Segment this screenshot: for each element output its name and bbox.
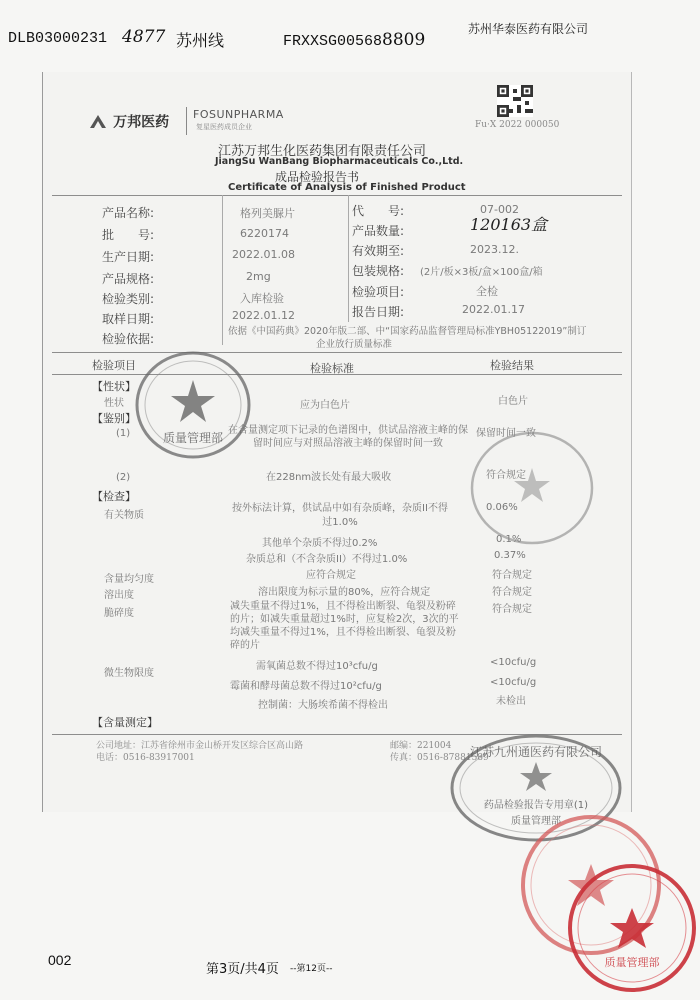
sample-date-label: 取样日期: [102,312,155,326]
table-row-item: 有关物质 [104,510,144,521]
company-name-en: JiangSu WanBang Biopharmaceuticals Co.,Ltd. [215,156,464,167]
table-row-result: 符合规定 [486,470,526,481]
batch-value: 6220174 [240,227,289,240]
qa-dept-stamp [134,350,252,460]
table-row-standard: 按外标法计算，供试品中如有杂质峰，杂质II不得过1.0% [232,503,448,528]
route-label: 苏州线 [176,31,225,50]
logo-en: FOSUNPHARMA [193,108,284,121]
pack-value: (2片/板×3板/盒×100盒/箱 [420,267,543,278]
table-row-result: 符合规定 [492,604,532,615]
huatai-stamp [566,862,698,994]
table-row-item: 性状 [104,398,124,409]
svg-text:质量管理部: 质量管理部 [162,431,224,445]
table-row-result: 0.37% [494,550,526,561]
table-row-result: 0.1% [496,534,522,545]
code-value: 07-002 [480,203,519,216]
section-character: 【性状】 [92,380,136,393]
section-examination: 【检查】 [92,490,136,503]
table-row-item: 脆碎度 [104,608,134,619]
spec-label: 产品规格: [102,272,155,286]
page-number-left: 002 [48,952,72,968]
qr-caption: Fu·X 2022 000050 [475,120,560,130]
spec-value: 2mg [246,270,271,283]
form-code-prefix: FRXXSG00568 [283,33,383,50]
doc-fax: 传真：0516-87881589 [390,753,489,763]
logo-mark-icon [88,112,108,132]
report-title-cn: 成品检验报告书 [275,170,360,184]
type-value: 入库检验 [240,292,284,305]
table-row-result: 符合规定 [492,587,532,598]
svg-text:质量管理部: 质量管理部 [604,956,660,969]
table-row-result: <10cfu/g [490,677,537,688]
pack-label: 包装规格: [352,264,405,278]
table-row-standard: 控制菌：大肠埃希菌不得检出 [258,700,388,711]
quantity-label: 产品数量: [352,224,405,238]
col-item-header: 检验项目 [92,359,136,372]
table-row-standard: 在228nm波长处有最大吸收 [266,472,392,483]
svg-text:江苏九州通医药有限公司: 江苏九州通医药有限公司 [469,745,603,759]
items-value: 全检 [476,285,498,298]
col-result-header: 检验结果 [490,359,534,372]
type-label: 检验类别: [102,292,155,306]
expiry-label: 有效期至: [352,244,405,258]
table-row-standard: 霉菌和酵母菌总数不得过10²cfu/g [230,681,382,692]
basis-line-2: 企业放行质量标准 [316,339,393,350]
table-row-standard: 需氧菌总数不得过10³cfu/g [256,661,378,672]
section-identification: 【鉴别】 [92,412,136,425]
handwritten-number: 4877 [122,27,166,47]
table-row-standard: 应符合规定 [306,570,356,581]
company-top-right: 苏州华泰医药有限公司 [468,22,589,36]
items-label: 检验项目: [352,285,405,299]
table-row-standard: 其他单个杂质不得过0.2% [262,538,378,549]
table-row-result: 白色片 [498,396,528,407]
quantity-value: 120163盒 [470,215,548,234]
table-row-result: <10cfu/g [490,657,537,668]
product-name-value: 格列美脲片 [240,207,295,220]
table-row-result: 符合规定 [492,570,532,581]
basis-label: 检验依据: [102,332,155,346]
col-standard-header: 检验标准 [310,362,354,375]
page-of: 第3页/共4页 [206,962,279,977]
table-row-standard: 减失重量不得过1%，且不得检出断裂、龟裂及粉碎的片；如减失重量超过1%时，应复检2次，3次的平均减失重量不得过1%，且不得检出断裂、龟裂及粉碎的片 [230,601,459,651]
report-title-en: Certificate of Analysis of Finished Product [228,182,466,193]
table-row-standard: 溶出限度为标示量的80%，应符合规定 [258,587,431,598]
code-label: 代 号: [352,204,405,218]
svg-text:药品检验报告专用章(1): 药品检验报告专用章(1) [483,800,589,811]
page-mark: --第12页-- [290,964,333,974]
report-date-value: 2022.01.17 [462,303,525,316]
table-row-result: 未检出 [496,696,526,707]
doc-phone: 电话：0516-83917001 [96,753,195,763]
product-name-label: 产品名称: [102,206,155,220]
company-name-cn: 江苏万邦生化医药集团有限责任公司 [218,144,427,159]
report-date-label: 报告日期: [352,305,405,319]
table-row-result: 保留时间一致 [476,428,536,439]
company-logo [88,111,169,132]
table-row-item: (1) [116,428,131,439]
qr-code [497,85,533,121]
sample-date-value: 2022.01.12 [232,309,295,322]
mfg-date-label: 生产日期: [102,250,155,264]
table-row-standard: 杂质总和（不含杂质II）不得过1.0% [246,554,408,565]
table-row-result: 0.06% [486,502,518,513]
mfg-date-value: 2022.01.08 [232,248,295,261]
table-row-item: 溶出度 [104,590,134,601]
table-row-standard: 应为白色片 [300,400,350,411]
doc-postcode: 邮编：221004 [390,741,452,751]
table-row-item: 含量均匀度 [104,574,154,585]
expiry-value: 2023.12. [470,243,519,256]
gray-supplier-stamp [468,428,596,548]
table-row-item: 微生物限度 [104,668,154,679]
table-row-item: (2) [116,472,131,483]
basis-line-1: 依据《中国药典》2020年版二部、中“国家药品监督管理局标准YBH05122019”制订 [228,326,587,337]
table-row-standard: 在含量测定项下记录的色谱图中，供试品溶液主峰的保留时间应与对照品溶液主峰的保留时间一致 [228,425,468,449]
svg-text:质量管理部: 质量管理部 [511,816,561,827]
form-code [283,30,425,50]
logo-cn: 万邦医药 [113,114,170,131]
logo-sub: 复星医药成员企业 [196,123,252,131]
doc-address: 公司地址：江苏省徐州市金山桥开发区综合区高山路 [96,741,304,751]
section-assay: 【含量测定】 [92,716,158,729]
batch-label: 批 号: [102,228,155,242]
form-code-suffix: 8809 [382,30,426,50]
batch-code: DLB03000231 [8,30,108,47]
